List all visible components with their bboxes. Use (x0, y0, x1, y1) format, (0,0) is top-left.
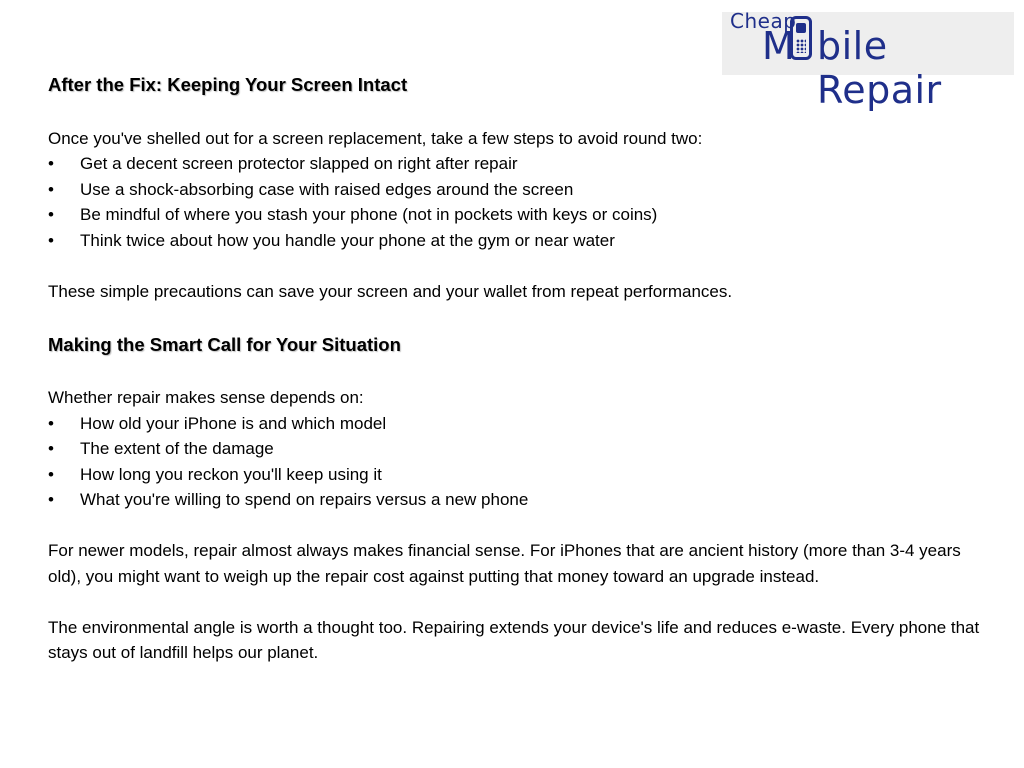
spacer (48, 100, 988, 126)
section2-intro: Whether repair makes sense depends on: (48, 388, 364, 407)
list-item-text: The extent of the damage (80, 439, 274, 458)
spacer (48, 253, 988, 279)
bullet-icon: • (48, 205, 54, 224)
list-item-text: Use a shock-absorbing case with raised edges around the screen (80, 179, 574, 199)
section2-paragraph-environment: The environmental angle is worth a thought too. Repairing extends your device's life and reduces e-waste. Every phone that stays out of landfill helps our planet. (48, 617, 980, 662)
list-item (48, 436, 988, 462)
section1-intro: Once you've shelled out for a screen replacement, take a few steps to avoid round two: (48, 128, 703, 148)
spacer (48, 304, 988, 330)
spacer (48, 360, 988, 386)
section1-bullet-list (48, 151, 988, 253)
bullet-icon: • (48, 179, 54, 199)
logo-main-word: bile Repair (817, 24, 942, 112)
spacer (48, 589, 988, 615)
list-item (48, 462, 988, 488)
bullet-icon: • (48, 230, 54, 250)
section-heading-smart-call: Making the Smart Call for Your Situation (48, 333, 401, 355)
list-item-text: Get a decent screen protector slapped on right after repair (80, 154, 518, 173)
logo-m-letter: M (762, 24, 795, 68)
list-item (48, 411, 988, 437)
section-heading-after-fix: After the Fix: Keeping Your Screen Intact (48, 74, 408, 95)
list-item (48, 202, 988, 228)
list-item-text: Be mindful of where you stash your phone (not in pockets with keys or coins) (80, 205, 658, 224)
section2-paragraph-newer-models: For newer models, repair almost always makes financial sense. For iPhones that are ancient history (more than 3-4 years old), you might want to weigh up the repair cost against putting that money toward an upgrade instead. (48, 541, 961, 586)
section1-closing: These simple precautions can save your screen and your wallet from repeat performances. (48, 281, 733, 301)
bullet-icon: • (48, 439, 54, 458)
bullet-icon: • (48, 413, 54, 433)
section2-bullet-list (48, 411, 988, 513)
list-item-text: What you're willing to spend on repairs versus a new phone (80, 490, 529, 509)
list-item-text: How long you reckon you'll keep using it (80, 464, 382, 484)
list-item-text: Think twice about how you handle your phone at the gym or near water (80, 230, 615, 250)
phone-icon (790, 16, 812, 60)
bullet-icon: • (48, 490, 54, 509)
bullet-icon: • (48, 154, 54, 173)
list-item (48, 151, 988, 177)
list-item-text: How old your iPhone is and which model (80, 413, 387, 433)
brand-logo (722, 9, 1014, 112)
bullet-icon: • (48, 464, 54, 484)
spacer (48, 513, 988, 539)
list-item (48, 487, 988, 513)
document-body (48, 70, 988, 666)
list-item (48, 177, 988, 203)
logo-top-word: Cheap (730, 9, 797, 33)
list-item (48, 228, 988, 254)
